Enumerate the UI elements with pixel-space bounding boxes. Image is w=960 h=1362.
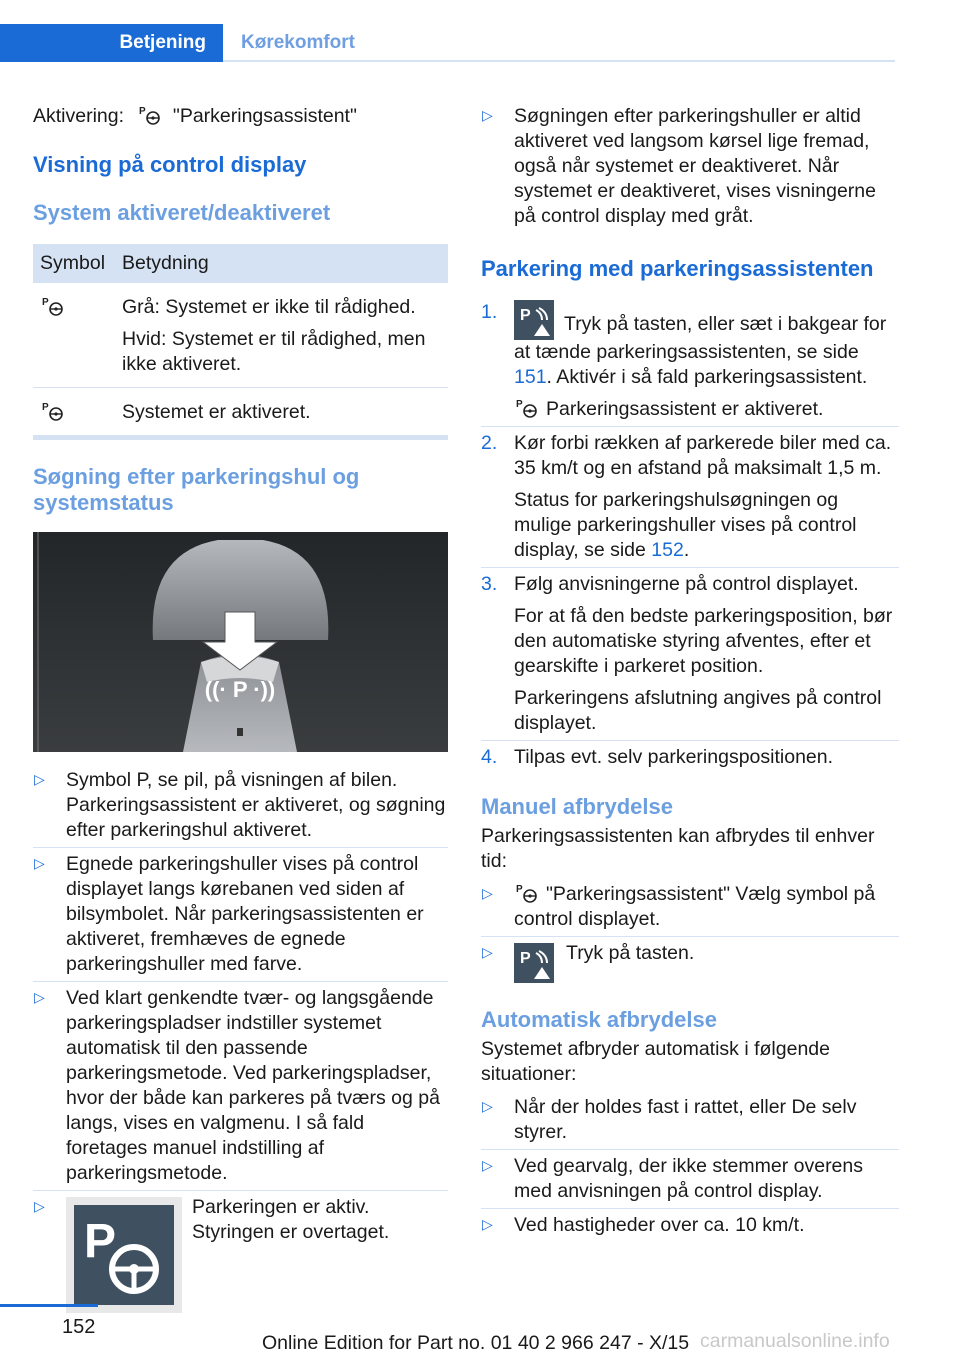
heading-visning: Visning på control display <box>33 152 307 177</box>
footer-rule <box>0 1304 98 1307</box>
page-link[interactable]: 151 <box>514 366 547 388</box>
heading-parking-with-assistant: Parkering med parkeringsassistenten <box>481 256 874 281</box>
tab-betjening[interactable]: Betjening <box>0 24 223 62</box>
parking-assistant-icon <box>137 104 163 126</box>
list-item: ▷ Når der holdes fast i rattet, eller De selv styrer. <box>481 1091 899 1150</box>
heading-manual-interrupt: Manuel afbrydelse <box>481 794 673 819</box>
list-item: 2. Kør forbi rækken af parkerede biler med ca. 35 km/t og en afstand på maksimalt 1,5 m. Status for parkeringshulsøgningen og mulige parkeringshuller vises på control display, se side 152. <box>481 427 899 568</box>
svg-text:P: ▷ P <box>520 950 531 967</box>
watermark: carmanualsonline.info <box>700 1330 890 1352</box>
svg-text:P: P <box>139 106 147 117</box>
svg-text:P: P <box>520 307 531 324</box>
parking-active-steering-icon <box>66 1197 182 1313</box>
edition-note: Online Edition for Part no. 01 40 2 966 247 - X/15 <box>262 1332 690 1354</box>
list-item: ▷ P Tryk på tasten. <box>481 937 899 987</box>
heading-search-status: Søgning efter parkeringshul og systemstatus <box>33 464 360 515</box>
list-item: ▷ Symbol P, se pil, på visningen af bilen. Parkeringsassistent er aktiveret, og søgning efter parkeringshul aktiveret. <box>33 764 448 848</box>
heading-system-status: System aktiveret/deaktiveret <box>33 200 331 225</box>
control-display-image <box>33 532 448 752</box>
chapter-tabs <box>0 24 895 62</box>
tab-korekomfort[interactable]: Kørekomfort <box>241 32 356 53</box>
search-status-list <box>33 764 448 1317</box>
auto-interrupt-list <box>481 1091 899 1242</box>
parking-assistant-icon <box>514 397 540 419</box>
list-item: 1. P Tryk på tasten, eller sæt i bakgear for at tænde parkeringsassistenten, se side 151. Aktivér i så fald parkeringsassistent. P Parkeringsassistent er aktiveret. <box>481 296 899 427</box>
svg-text:((· P ·)): ((· P ·)) <box>204 677 276 702</box>
list-item: ▷ Søgningen efter parkeringshuller er altid aktiveret ved langsom kørsel lige fremad, også når systemet er deaktiveret. Når systemet er deaktiveret, vises visningerne på control display med gråt. <box>481 100 899 233</box>
parking-assistant-active-icon <box>40 400 66 422</box>
list-item: 4. Tilpas evt. selv parkeringspositionen. <box>481 746 834 768</box>
table-row: P Systemet er aktiveret. <box>33 387 448 435</box>
right-column: ▷ Søgningen efter parkeringshuller er altid aktiveret ved langsom kørsel lige fremad, også når systemet er deaktiveret. Når systemet er deaktiveret, vises visningerne på control display med gråt. Parkering med parkeringsassistenten 1. P Tryk på tasten, eller sæt i bakgear for at tænde parkeringsassistenten, se side 151. Aktivér i så fald parkeringsassistent. P Parkeringsassistent er aktiveret. 2. Kør forbi rækken af parkerede biler med ca. 35 km/t og en afstand på maksimalt 1,5 m. Status for parkeringshulsøgningen og mulige parkeringshuller vises på control display, se side 152. 3. Følg anvisningerne på control displayet. For at få den bedste parkeringsposition, bør den automatiske styring afventes, efter et gearskifte i parkeret position. Parkeringens afslutning angives på control displayet. 4. Tilpas evt. selv parkeringspositionen. Manuel afbrydelse Parkeringsassistenten kan afbrydes til enhver tid: ▷ P "Parkeringsassistent" Vælg symbol på control displayet. ▷ P Tryk på tasten. Automatisk afbrydelse Systemet afbryder automatisk i følgende situationer: ▷ Når der holdes fast i rattet, eller De selv styrer. ▷ Ved gearvalg, der ikke stemmer overens med anvisningen på control display. ▷ Ved hastigheder over ca. 10 km/t. <box>481 100 899 1242</box>
left-column <box>33 100 448 1317</box>
page-number: 152 <box>62 1316 96 1338</box>
heading-auto-interrupt: Automatisk afbrydelse <box>481 1007 717 1032</box>
symbol-table <box>33 244 448 440</box>
activation-line: Aktivering: P "Parkeringsassistent" <box>33 105 357 127</box>
list-item: 3. Følg anvisningerne på control displayet. For at få den bedste parkeringsposition, bør den automatiske styring afventes, efter et gearskifte i parkeret position. Parkeringens afslutning angives på control displayet. <box>481 568 899 741</box>
list-item: ▷ Ved hastigheder over ca. 10 km/t. <box>481 1209 899 1242</box>
svg-text:P: P <box>42 402 49 413</box>
svg-text:P: P <box>516 399 523 410</box>
svg-text:P: P <box>42 297 49 308</box>
parking-assistant-icon <box>514 882 540 904</box>
parking-assistant-button-icon <box>514 300 554 340</box>
table-header: Symbol Betydning <box>33 244 448 283</box>
manual-interrupt-list <box>481 878 899 987</box>
list-item: ▷ Ved gearvalg, der ikke stemmer overens med anvisningen på control display. <box>481 1150 899 1209</box>
list-item: ▷ Egnede parkeringshuller vises på control displayet langs kørebanen ved siden af bilsymbolet. Når parkeringsassistenten er aktiveret, fremhæves de egnede parkeringshuller med farve. <box>33 848 448 982</box>
list-item: ▷ Ved klart genkendte tvær- og langsgående parkeringspladser indstiller systemet automatisk til den passende parkeringsmetode. Ved parkeringspladser, hvor der både kan parkeres på tværs og på langs, vises en valgmenu. I så fald foretages manuel indstilling af parkeringsmetode. <box>33 982 448 1191</box>
svg-text:P: ▷ P <box>84 1215 117 1268</box>
page-link[interactable]: 152 <box>651 539 684 561</box>
search-info-list <box>481 100 899 233</box>
list-item: ▷ P Parkeringen er aktiv. Styringen er overtaget. <box>33 1191 448 1317</box>
parking-assistant-gray-icon <box>40 295 66 317</box>
parking-steps <box>481 296 899 774</box>
list-item: ▷ P "Parkeringsassistent" Vælg symbol på control displayet. <box>481 878 899 937</box>
table-row: P Grå: Systemet er ikke til rådighed. Hvid: Systemet er til rådighed, men ikke aktiveret. <box>42 296 426 375</box>
parking-assistant-button-icon <box>514 943 554 983</box>
svg-text:P: ▷ P <box>516 884 523 895</box>
